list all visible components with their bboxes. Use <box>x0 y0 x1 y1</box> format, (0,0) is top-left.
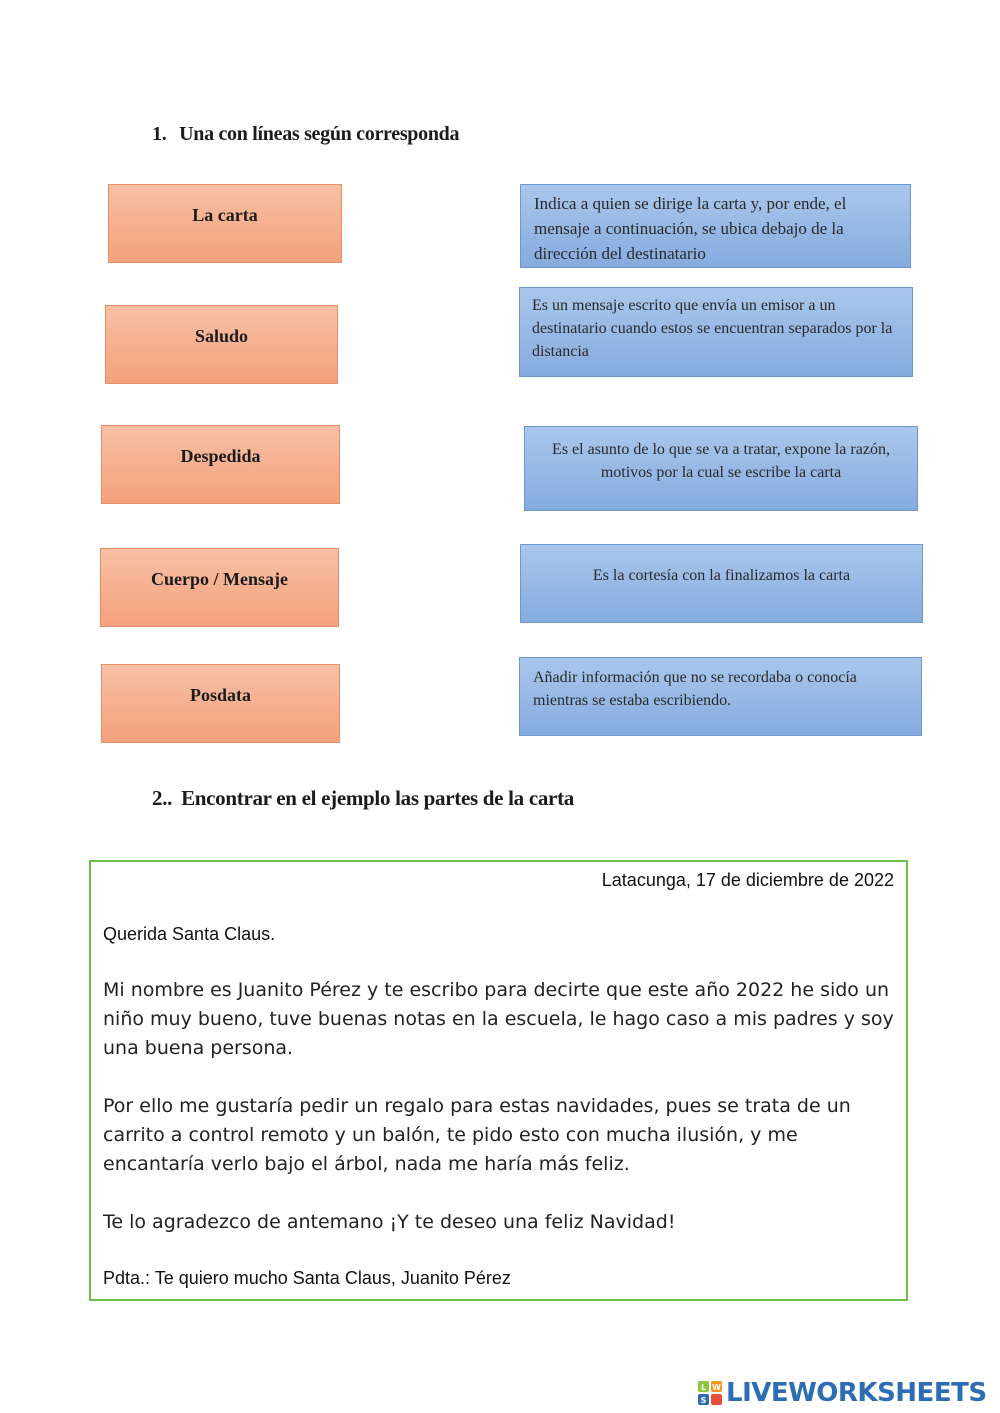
definition-box-2[interactable] <box>519 287 913 377</box>
liveworksheets-logo-icon <box>698 1381 722 1405</box>
term-label: Cuerpo / Mensaje <box>151 569 288 589</box>
definition-box-4[interactable] <box>520 544 923 623</box>
definition-text: Es el asunto de lo que se va a tratar, expone la razón, motivos por la cual se escribe la carta <box>552 441 890 481</box>
term-label: Despedida <box>180 446 261 466</box>
definition-text: Indica a quien se dirige la carta y, por ende, el mensaje a continuación, se ubica debajo de la dirección del destinatario <box>534 194 847 263</box>
exercise-1-number: 1. <box>152 123 167 145</box>
term-label: La carta <box>192 205 258 225</box>
definition-box-1[interactable] <box>520 184 911 268</box>
exercise-2-heading <box>152 786 574 811</box>
exercise-1-title: Una con líneas según corresponda <box>179 123 460 145</box>
svg-text:L: L <box>700 1383 707 1392</box>
letter-place-date: Latacunga, 17 de diciembre de 2022 <box>601 870 894 890</box>
letter-paragraph-2: Por ello me gustaría pedir un regalo para estas navidades, pues se trata de un carrito a control remoto y un balón, te pido esto con mucha ilusión, y me encantaría verlo bajo el árbol, nada me haría más feliz. <box>103 1095 851 1175</box>
svg-text:W: W <box>712 1383 721 1392</box>
definition-box-5[interactable] <box>519 657 922 736</box>
definition-text: Es un mensaje escrito que envía un emisor a un destinatario cuando estos se encuentran separados por la distancia <box>532 297 893 360</box>
exercise-2-title: Encontrar en el ejemplo las partes de la carta <box>181 786 574 810</box>
term-label: Posdata <box>189 685 251 705</box>
definition-box-3[interactable] <box>524 426 918 511</box>
letter-postscript: Pdta.: Te quiero mucho Santa Claus, Juanito Pérez <box>103 1268 511 1288</box>
exercise-2-number: 2.. <box>152 786 173 810</box>
letter-greeting: Querida Santa Claus. <box>103 924 276 944</box>
term-box-la-carta[interactable] <box>108 184 342 263</box>
term-box-saludo[interactable] <box>105 305 338 384</box>
letter-closing: Te lo agradezco de antemano ¡Y te deseo una feliz Navidad! <box>103 1211 676 1233</box>
liveworksheets-wordmark: LIVEWORKSHEETS <box>726 1378 987 1408</box>
letter-paragraph-1: Mi nombre es Juanito Pérez y te escribo para decirte que este año 2022 he sido un niño muy bueno, tuve buenas notas en la escuela, le hago caso a mis padres y soy una buena persona. <box>103 979 894 1059</box>
exercise-1-heading <box>152 123 459 146</box>
letter-example <box>89 860 908 1301</box>
liveworksheets-brand <box>698 1378 987 1408</box>
definition-text: Es la cortesía con la finalizamos la carta <box>592 567 851 584</box>
term-label: Saludo <box>194 326 249 346</box>
definition-text: Añadir información que no se recordaba o conocía mientras se estaba escribiendo. <box>533 669 857 709</box>
term-box-despedida[interactable] <box>101 425 340 504</box>
svg-text:S: S <box>700 1396 707 1405</box>
term-box-cuerpo-mensaje[interactable] <box>100 548 339 627</box>
term-box-posdata[interactable] <box>101 664 340 743</box>
